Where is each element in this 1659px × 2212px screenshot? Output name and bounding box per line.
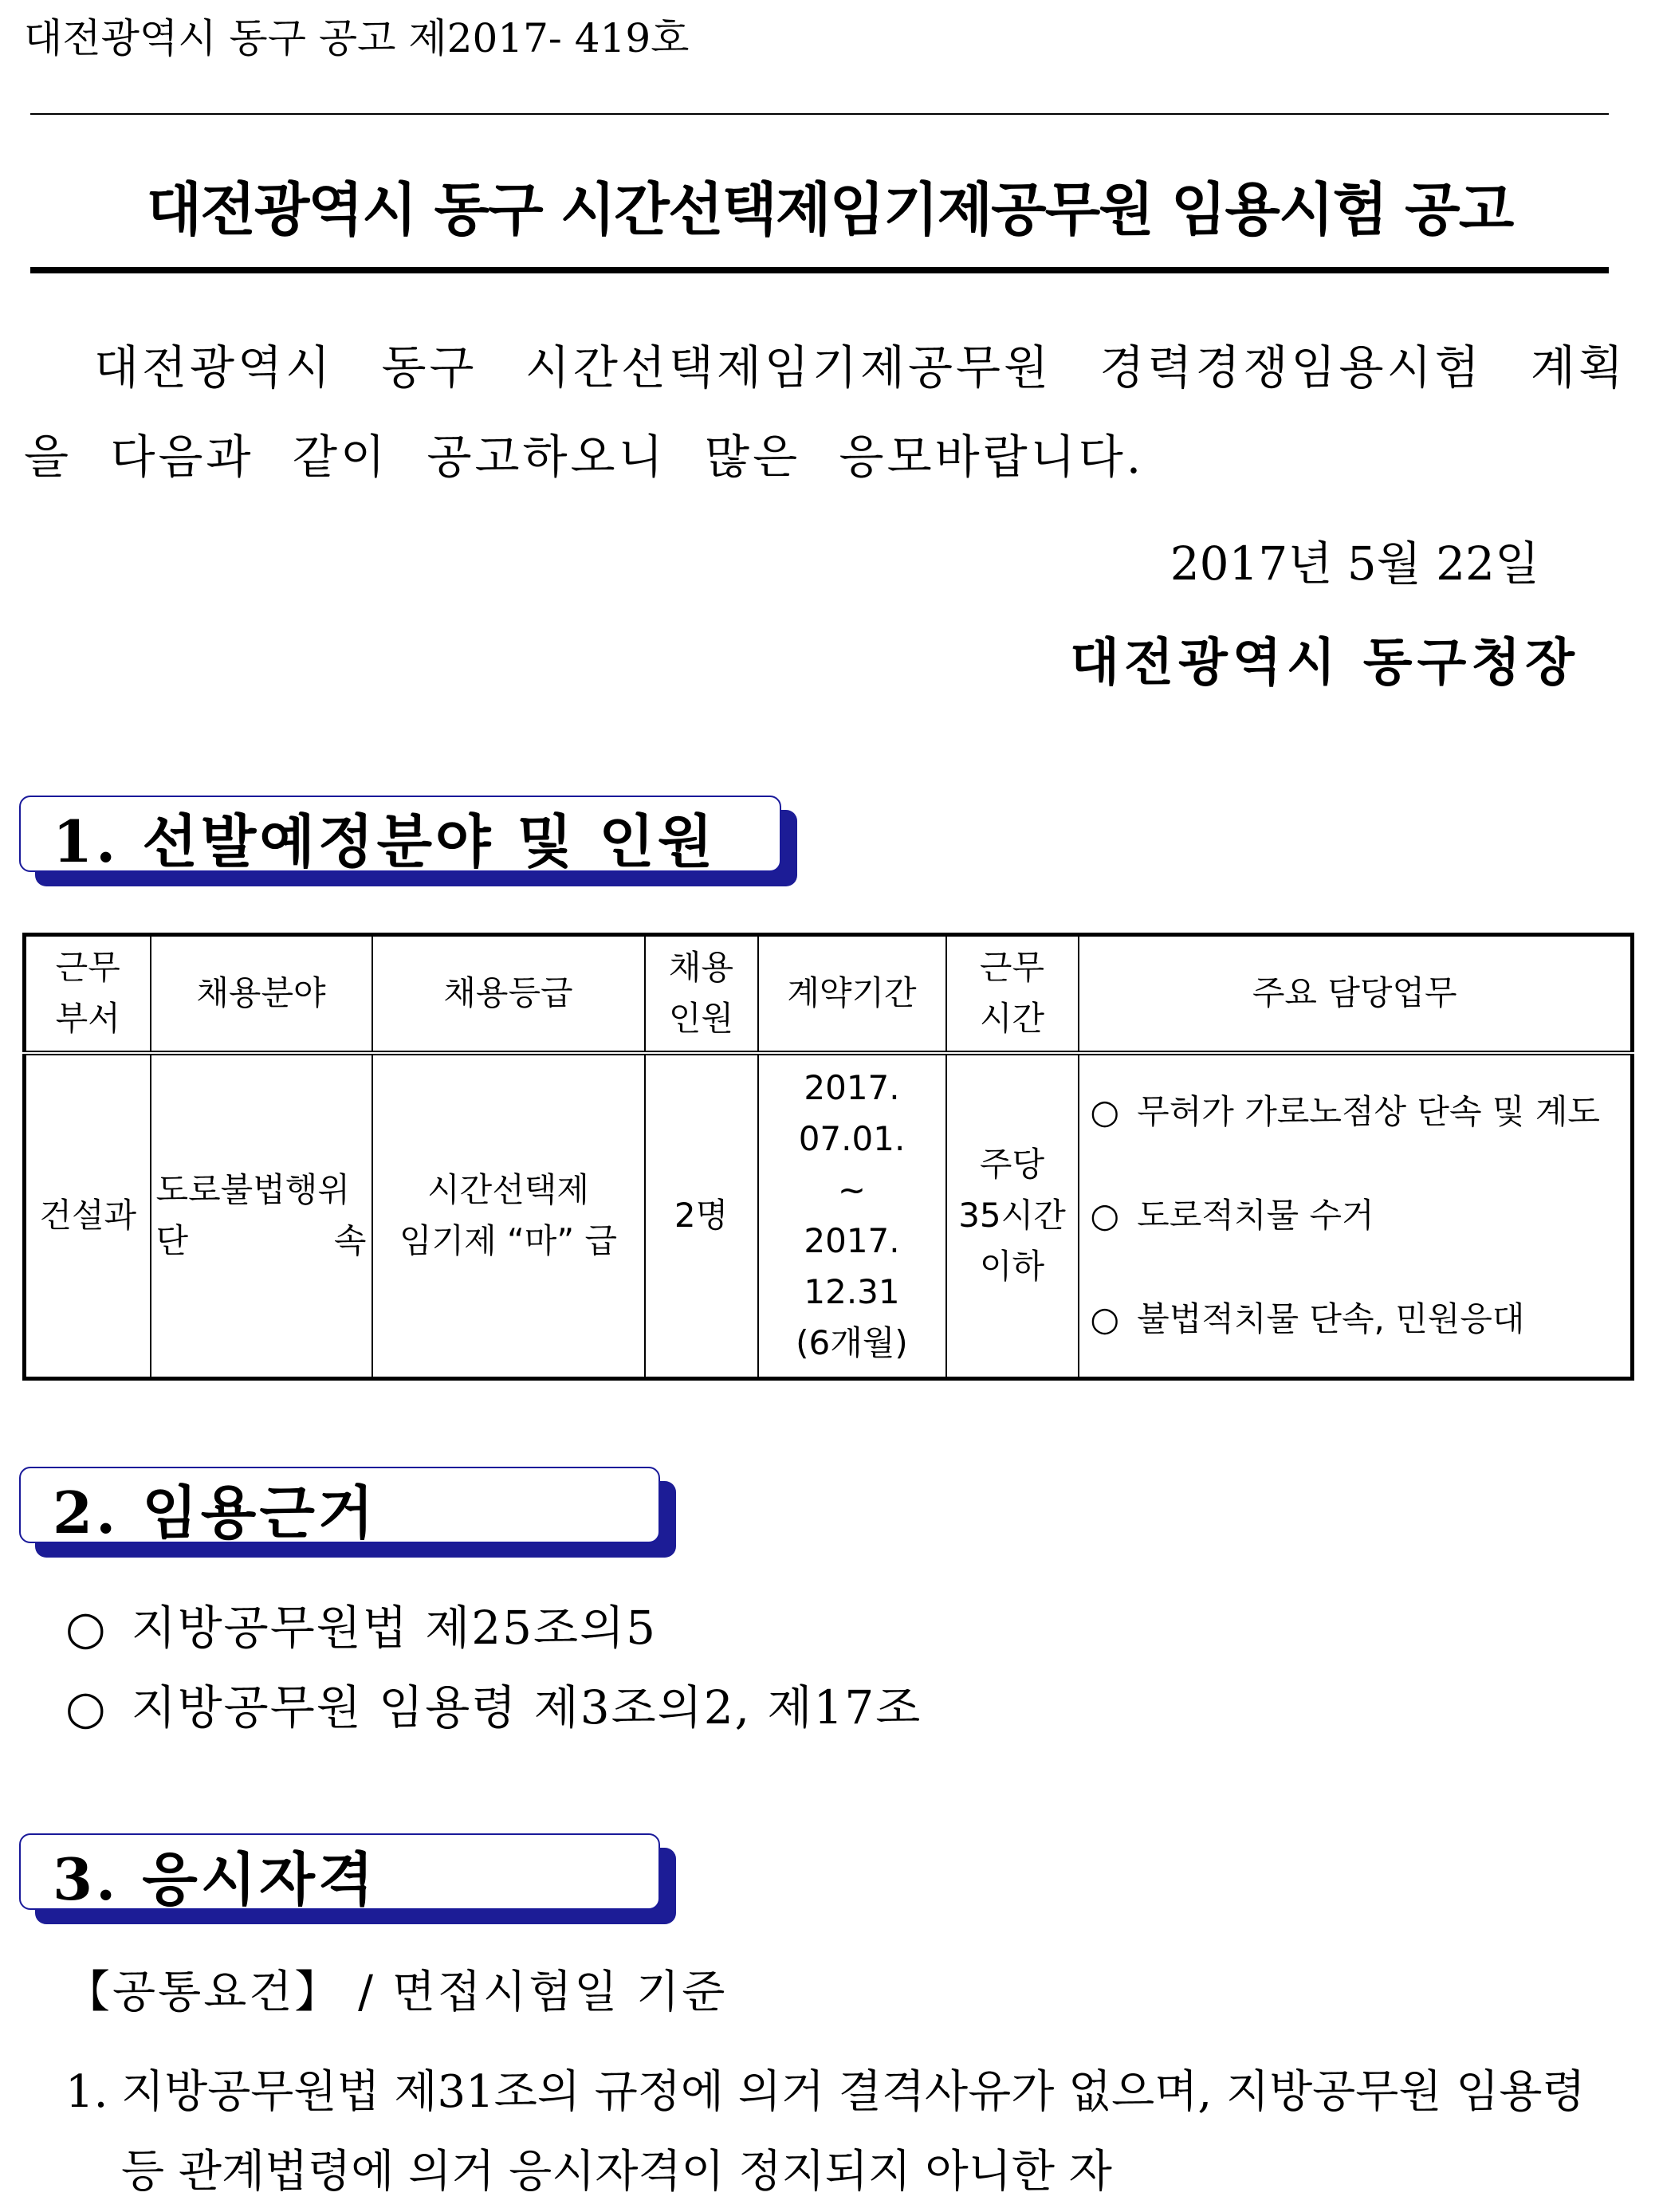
table-header-row <box>25 935 1633 1053</box>
header-period: 계약기간 <box>758 935 946 1053</box>
cell-hours <box>946 1053 1079 1379</box>
cell-hours-line1: 주당 <box>979 1145 1045 1185</box>
table-row <box>25 1053 1633 1379</box>
cell-field <box>151 1053 372 1379</box>
basis-item-2 <box>65 1670 922 1737</box>
cell-grade-line2: 임기제 “마” 급 <box>399 1221 618 1261</box>
requirement-text: 지방공무원법 제31조의 규정에 의거 결격사유가 없으며, 지방공무원 임용령 등 관계법령에 의거 응시자격이 정지되지 아니한 자 <box>121 2066 1586 2198</box>
cell-field-line1: 도로불법행위 <box>155 1170 350 1210</box>
basis-item-1 <box>65 1590 657 1657</box>
circle-bullet-icon: ○ <box>1090 1196 1120 1236</box>
header-divider-thick <box>30 267 1609 273</box>
header-count-line2: 인원 <box>668 999 734 1039</box>
header-divider-thin <box>30 113 1609 115</box>
duty-text: 무허가 가로노점상 단속 및 계도 <box>1137 1092 1600 1132</box>
header-grade: 채용등급 <box>372 935 645 1053</box>
common-requirements-heading: 【공통요건】 / 면접시험일 기준 <box>65 1966 728 2018</box>
cell-hours-line3: 이하 <box>979 1247 1045 1287</box>
intro-paragraph: 대전광역시 동구 시간선택제임기제공무원 경력경쟁임용시험 계획을 다음과 같이 공고하오니 많은 응모바랍니다. <box>24 340 1626 484</box>
cell-period-length: (6개월) <box>796 1323 908 1363</box>
requirement-1 <box>65 2053 1596 2212</box>
recruit-table <box>22 933 1634 1381</box>
basis-text: 지방공무원 임용령 제3조의2, 제17조 <box>131 1680 922 1735</box>
cell-period <box>758 1053 946 1379</box>
basis-text: 지방공무원법 제25조의5 <box>131 1601 658 1655</box>
cell-grade <box>372 1053 645 1379</box>
duty-text: 불법적치물 단속, 민원응대 <box>1137 1299 1525 1339</box>
header-count-line1: 채용 <box>668 948 734 988</box>
header-hours-line2: 시간 <box>979 999 1045 1039</box>
list-item <box>1091 1267 1620 1371</box>
header-hours <box>946 935 1079 1053</box>
requirement-number: 1. <box>65 2066 108 2118</box>
cell-grade-line1: 시간선택제 <box>427 1170 589 1210</box>
duty-list <box>1084 1060 1626 1371</box>
cell-hours-line2: 35시간 <box>958 1196 1066 1236</box>
section-1-label: 1. 선발예정분야 및 인원 <box>53 807 717 875</box>
duty-text: 도로적치물 수거 <box>1137 1196 1374 1236</box>
cell-dept: 건설과 <box>25 1053 151 1379</box>
signer: 대전광역시 동구청장 <box>1070 633 1579 693</box>
notice-date: 2017년 5월 22일 <box>1170 536 1539 591</box>
section-3-label: 3. 응시자격 <box>53 1845 377 1913</box>
cell-field-line2 <box>156 1216 367 1267</box>
list-item <box>1091 1060 1620 1164</box>
circle-bullet-icon: ○ <box>1090 1299 1120 1339</box>
circle-bullet-icon: ○ <box>65 1680 108 1735</box>
cell-count: 2명 <box>645 1053 758 1379</box>
header-dept-line2: 부서 <box>55 999 120 1039</box>
notice-number: 대전광역시 동구 공고 제2017- 419호 <box>24 15 690 61</box>
header-hours-line1: 근무 <box>979 948 1045 988</box>
cell-period-sep: ~ <box>837 1170 867 1210</box>
circle-bullet-icon: ○ <box>65 1601 108 1655</box>
circle-bullet-icon: ○ <box>1090 1092 1120 1132</box>
header-count <box>645 935 758 1053</box>
header-field: 채용분야 <box>151 935 372 1053</box>
cell-field-line2-a: 단 <box>155 1221 189 1261</box>
header-duties: 주요 담당업무 <box>1079 935 1633 1053</box>
section-2-label: 2. 임용근거 <box>53 1479 377 1546</box>
list-item <box>1091 1164 1620 1267</box>
cell-period-start: 2017. 07.01. <box>798 1068 906 1159</box>
cell-field-line2-b: 속 <box>333 1221 367 1261</box>
header-dept <box>25 935 151 1053</box>
header-dept-line1: 근무 <box>55 948 120 988</box>
cell-period-end: 2017. 12.31 <box>804 1221 900 1312</box>
document-title: 대전광역시 동구 시간선택제임기제공무원 임용시험 공고 <box>146 176 1513 243</box>
cell-duties <box>1079 1053 1633 1379</box>
